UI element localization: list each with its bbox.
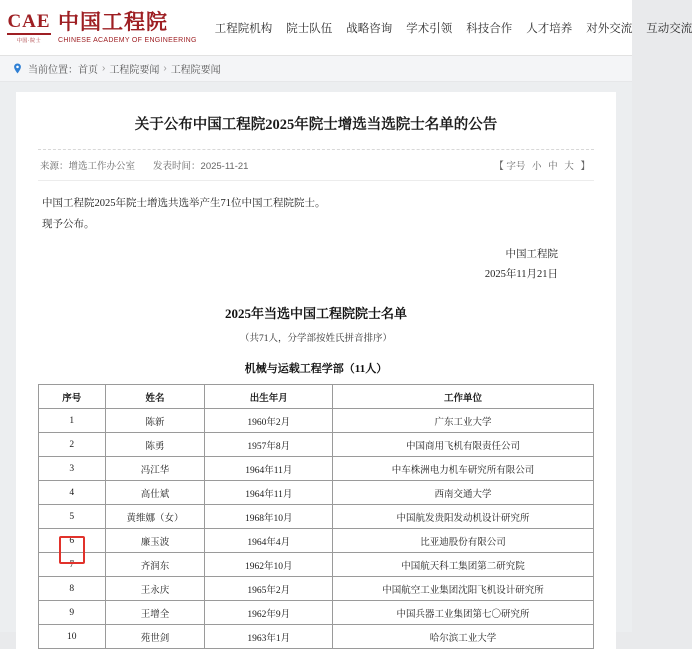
nav-item-3[interactable]: 学术引领 [406,22,453,35]
site-header [0,0,692,56]
cell-no: 8 [39,577,106,601]
font-size-medium[interactable]: 中 [548,161,558,173]
cell-no: 4 [39,481,106,505]
table-row [39,409,594,433]
breadcrumb-item-2[interactable]: 工程院要闻 [170,65,221,76]
cell-birth: 1964年11月 [205,457,333,481]
cell-no: 2 [39,433,106,457]
table-row [39,601,594,625]
cell-birth: 1964年11月 [205,481,333,505]
site-title-en: CHINESE ACADEMY OF ENGINEERING [58,37,197,45]
nav-item-2[interactable]: 战略咨询 [346,22,393,35]
cae-emblem-icon [6,5,52,51]
cell-org: 中国商用飞机有限责任公司 [333,433,594,457]
cell-birth: 1968年10月 [205,505,333,529]
cell-org: 中国航天科工集团第二研究院 [333,553,594,577]
nav-item-4[interactable]: 科技合作 [466,22,513,35]
cell-name: 廉玉波 [105,529,205,553]
cell-birth: 1963年1月 [205,625,333,649]
cell-org: 中车株洲电力机车研究所有限公司 [333,457,594,481]
column-header-name: 姓名 [105,385,205,409]
breadcrumb-separator-0: › [102,63,106,74]
cell-org: 中国兵器工业集团第七〇研究所 [333,601,594,625]
nav-item-1[interactable]: 院士队伍 [286,22,333,35]
article-date-value: 2025-11-21 [200,161,249,173]
table-row [39,505,594,529]
cell-no: 9 [39,601,106,625]
breadcrumb-label: 当前位置： [28,65,78,76]
cell-org: 比亚迪股份有限公司 [333,529,594,553]
article-signature [38,235,594,285]
main-nav [215,20,692,36]
cell-birth: 1964年4月 [205,529,333,553]
table-row [39,625,594,649]
cell-name: 齐润东 [105,553,205,577]
nav-item-5[interactable]: 人才培养 [526,22,573,35]
cell-name: 苑世剑 [105,625,205,649]
location-pin-icon [12,63,23,74]
cell-no: 3 [39,457,106,481]
cell-birth: 1965年2月 [205,577,333,601]
cell-org: 中国航发贵阳发动机设计研究所 [333,505,594,529]
nav-item-0[interactable]: 工程院机构 [214,22,273,35]
cell-org: 哈尔滨工业大学 [333,625,594,649]
breadcrumb-item-1[interactable]: 工程院要闻 [109,65,160,76]
font-size-label: 【 字号 [494,161,526,173]
article-source [40,158,135,172]
column-header-org: 工作单位 [333,385,594,409]
article-source-value: 增选工作办公室 [68,161,136,173]
signature-org: 中国工程院 [505,249,558,261]
column-header-birth: 出生年月 [205,385,333,409]
breadcrumb-item-0[interactable]: 首页 [78,65,98,76]
cell-name: 陈勇 [105,433,205,457]
cell-birth: 1962年10月 [205,553,333,577]
roster-title: 2025年当选中国工程院院士名单 [224,306,407,322]
roster-section-title: 机械与运载工程学部（11人） [244,363,388,376]
article-paragraph-0: 中国工程院2025年院士增选共选举产生71位中国工程院院士。 [42,198,326,210]
font-size-large[interactable]: 大 [564,161,574,173]
article-body [38,181,594,235]
cell-birth: 1962年9月 [205,601,333,625]
column-header-no: 序号 [39,385,106,409]
font-size-small[interactable]: 小 [532,161,542,173]
cell-org: 中国航空工业集团沈阳飞机设计研究所 [333,577,594,601]
cell-no: 1 [39,409,106,433]
cae-emblem-sub: 中国·院士 [16,37,42,44]
cell-name: 高仕斌 [105,481,205,505]
cell-no: 5 [39,505,106,529]
cell-org: 西南交通大学 [333,481,594,505]
cell-birth: 1957年8月 [205,433,333,457]
cell-org: 广东工业大学 [333,409,594,433]
cell-name: 陈新 [105,409,205,433]
nav-item-6[interactable]: 对外交流 [586,22,633,35]
cell-no: 10 [39,625,106,649]
article-source-label: 来源： [40,161,69,173]
cell-name: 黄维娜（女） [105,505,205,529]
cell-name: 冯江华 [105,457,205,481]
article-card [16,92,616,649]
table-row [39,457,594,481]
site-title-cn: 中国工程院 [58,9,168,34]
page-title: 关于公布中国工程院2025年院士增选当选院士名单的公告 [38,108,594,150]
font-size-close: 】 [580,161,590,173]
breadcrumb [0,56,632,82]
cell-no-text: 6 [69,535,75,546]
article-date-label: 发表时间： [153,161,201,173]
roster-table [38,384,594,649]
cell-no [39,529,106,553]
cell-name: 王永庆 [105,577,205,601]
table-row [39,553,594,577]
site-logo[interactable] [6,5,197,51]
roster-subtitle: （共71人，分学部按姓氏拼音排序） [239,334,392,345]
cae-emblem-text: CAE [7,12,50,35]
article-date [153,158,248,172]
table-row [39,481,594,505]
cell-name: 王增全 [105,601,205,625]
article-meta [38,150,594,181]
signature-date: 2025年11月21日 [484,269,558,281]
table-row [39,433,594,457]
site-title-block [58,11,197,44]
table-header-row [39,385,594,409]
nav-item-7[interactable]: 互动交流 [646,22,692,35]
breadcrumb-separator-1: › [163,63,167,74]
table-row [39,577,594,601]
article-paragraph-1: 现予公布。 [42,219,95,231]
font-size-control [492,158,592,172]
table-row-highlighted [39,529,594,553]
cell-birth: 1960年2月 [205,409,333,433]
cell-no: 7 [39,553,106,577]
